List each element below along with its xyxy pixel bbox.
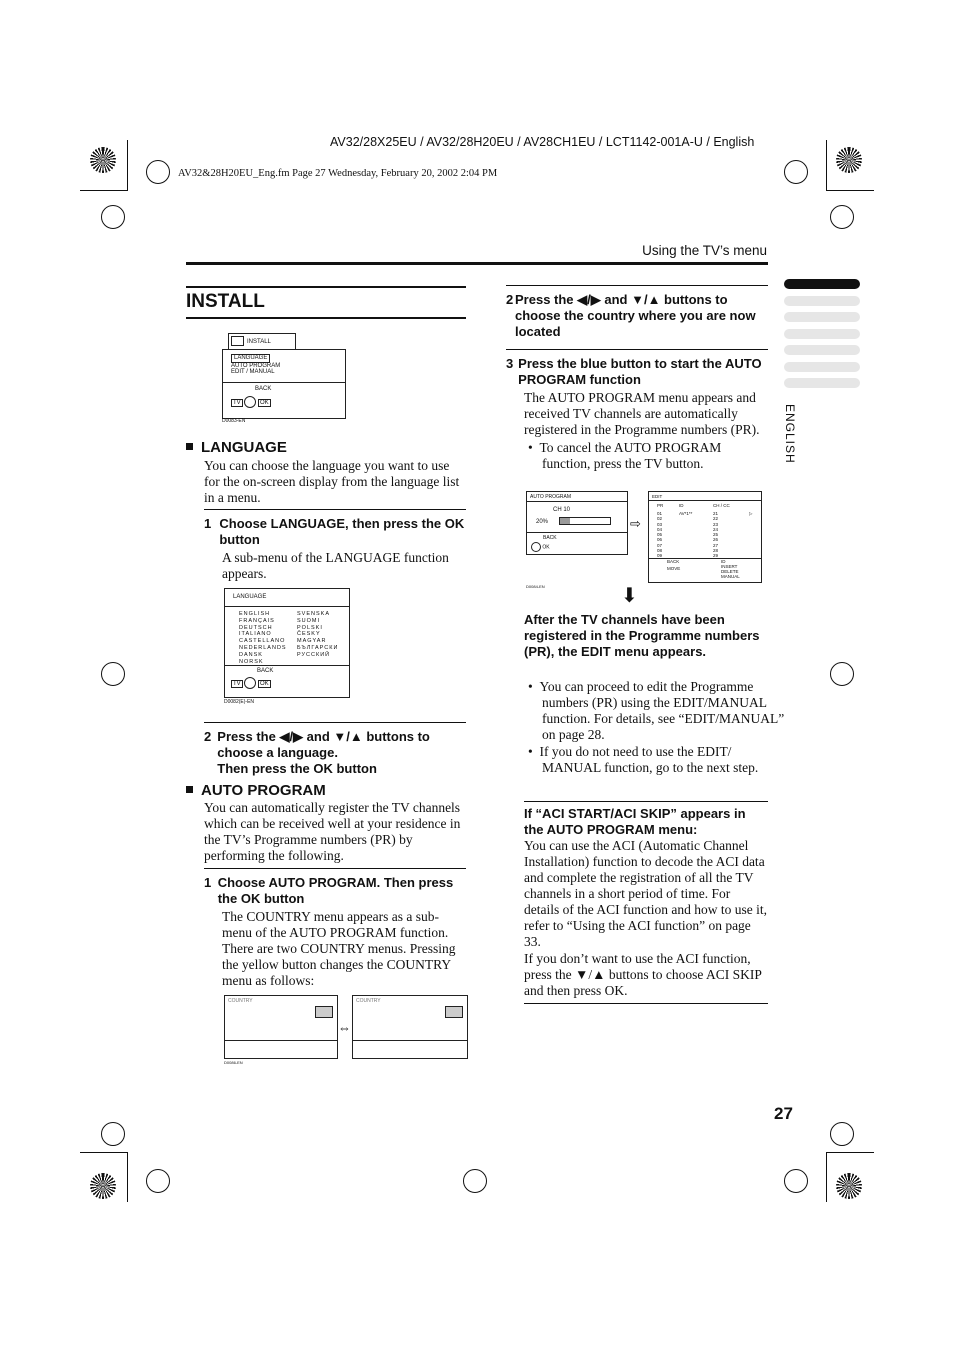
crop-line: [127, 140, 128, 190]
document-file-line: AV32&28H20EU_Eng.fm Page 27 Wednesday, February 20, 2002 2:04 PM: [178, 168, 498, 179]
country-flag-box: [445, 1006, 463, 1018]
after-registration-heading: After the TV channels have been registered in the Programme numbers (PR), the EDIT menu appears.: [524, 612, 760, 659]
country-menu-2-figure: [352, 995, 468, 1059]
language-option: DANSK: [239, 651, 263, 658]
install-menu-item-language: LANGUAGE: [231, 354, 270, 363]
dpad-icon: [531, 542, 541, 552]
document-model-line: AV32/28X25EU / AV32/28H20EU / AV28CH1EU / LCT1142-001A-U / English: [330, 135, 755, 149]
aci-box-bottom-rule: [524, 1003, 768, 1004]
figure-code: D0083-EN: [222, 418, 246, 424]
edit-menu-figure: [648, 491, 762, 583]
crop-line: [826, 1152, 874, 1153]
auto-program-step3-title: 3 Press the blue button to start the AUTO PROGRAM function: [506, 356, 762, 387]
edit-ch-column: [713, 511, 718, 559]
language-list-right: [297, 611, 338, 659]
crosshair-mark-icon: [830, 205, 854, 229]
language-option: FRANÇAIS: [239, 617, 275, 624]
auto-program-step2-title: 2 Press the ◀/▶ and ▼/▲ buttons to choose the country where you are now located: [506, 292, 756, 339]
auto-program-progress-fill: [560, 518, 570, 524]
auto-program-intro: You can automatically register the TV channels which can be received well at your residence in the TV’s Programme numbers (PR) by performing the following.: [204, 800, 461, 863]
aci-box-top-rule: [524, 801, 768, 802]
edit-channel: 26: [713, 537, 719, 543]
edit-col-ch: CH / CC: [713, 503, 730, 508]
crosshair-mark-icon: [146, 160, 170, 184]
registration-starburst-bottom-right: [836, 1173, 862, 1199]
edit-pr-column: [657, 511, 662, 559]
crosshair-mark-icon: [146, 1169, 170, 1193]
auto-program-percent: 20%: [536, 519, 549, 525]
edit-action-label: ID: [721, 559, 726, 564]
edit-actions: [721, 559, 740, 579]
registration-starburst-bottom-left: [90, 1173, 116, 1199]
chapter-tab-active: [784, 279, 860, 289]
tv-menu-icon: [231, 336, 244, 346]
chapter-tab: [784, 312, 860, 322]
ok-button-icon: OK: [260, 680, 269, 687]
chapter-tab: [784, 362, 860, 372]
figure-code: D0084-EN: [526, 584, 545, 589]
chapter-tab: [784, 345, 860, 355]
install-menu-item-edit-manual: EDIT / MANUAL: [231, 369, 275, 375]
edit-channel: 24: [713, 526, 719, 532]
edit-channel: 29: [713, 553, 719, 559]
auto-program-menu-figure: [526, 491, 628, 555]
figure-code: D0086-EN: [224, 1060, 243, 1065]
edit-pr-number: 01: [657, 511, 663, 516]
edit-col-id: ID: [679, 503, 684, 508]
page-number: 27: [774, 1104, 793, 1123]
country-menu-header: COUNTRY: [228, 998, 253, 1004]
edit-pr-number: 09: [657, 553, 663, 559]
language-option: DEUTSCH: [239, 624, 273, 631]
swap-arrow-icon: ⇔: [338, 1020, 351, 1035]
edit-pr-number: 06: [657, 537, 663, 543]
ok-button-icon: OK: [542, 544, 550, 551]
language-step2-title: 2 Press the ◀/▶ and ▼/▲ buttons to choose a language. Then press the OK button: [204, 729, 430, 776]
edit-pr-number: 03: [657, 521, 663, 527]
aci-text-1: You can use the ACI (Automatic Channel Installation) function to decode the ACI data and complete the registration of all the TV channels in a short period of time. For details of the ACI function and how to use it, refer to “Using the ACI function” on page 33.: [524, 838, 767, 949]
language-option: SUOMI: [297, 617, 321, 624]
install-menu-item-auto-program: AUTO PROGRAM: [231, 362, 281, 369]
crosshair-mark-icon: [101, 205, 125, 229]
edit-channel: 23: [713, 521, 719, 527]
language-option: БЪЛГАРСКИ: [297, 644, 339, 651]
install-menu-tab: [228, 333, 296, 350]
move-label: MOVE: [667, 566, 681, 571]
registration-starburst-top-right: [836, 147, 862, 173]
edit-channel: 28: [713, 548, 719, 554]
auto-program-step3-bullet: • To cancel the AUTO PROGRAM function, press the TV button.: [528, 440, 722, 471]
install-menu-body: [222, 349, 346, 419]
back-label: BACK: [257, 668, 274, 674]
language-option: ITALIANO: [239, 631, 272, 638]
tv-button-icon: TV: [233, 399, 241, 406]
after-bullet-1: • You can proceed to edit the Programme numbers (PR) using the EDIT/MANUAL function. For details, see “EDIT/MANUAL” on page 28.: [528, 679, 785, 742]
header-rule: [186, 262, 768, 265]
crop-line: [80, 190, 128, 191]
edit-pr-number: 07: [657, 542, 663, 548]
figure-code: D0082(E)-EN: [224, 699, 255, 705]
language-option: NORSK: [239, 658, 264, 665]
edit-action-label: MANUAL: [721, 574, 740, 579]
crop-line: [127, 1152, 128, 1202]
edit-action-label: DELETE: [721, 569, 739, 574]
crosshair-mark-icon: [784, 160, 808, 184]
chapter-tabs: [784, 279, 860, 395]
language-step1-text: A sub-menu of the LANGUAGE function appears.: [222, 550, 449, 581]
language-option: ENGLISH: [239, 611, 271, 617]
square-bullet-icon: [186, 443, 193, 450]
edit-pr-number: 05: [657, 532, 663, 538]
chapter-tab: [784, 329, 860, 339]
edit-pr-number: 04: [657, 526, 663, 532]
crosshair-mark-icon: [830, 1122, 854, 1146]
edit-channel: 21: [713, 511, 719, 516]
crosshair-mark-icon: [784, 1169, 808, 1193]
install-menu-figure: [222, 333, 346, 419]
back-label: BACK: [255, 386, 272, 392]
chapter-tab: [784, 378, 860, 388]
crosshair-mark-icon: [830, 662, 854, 686]
chapter-tab: [784, 296, 860, 306]
crosshair-mark-icon: [101, 1122, 125, 1146]
language-option: CASTELLANO: [239, 638, 286, 645]
language-menu-figure: [224, 588, 350, 698]
crop-line: [826, 140, 827, 190]
language-option: SVENSKA: [297, 611, 330, 617]
back-label: BACK: [543, 535, 557, 541]
language-option: POLSKI: [297, 624, 323, 631]
edit-pr-number: 02: [657, 516, 663, 522]
auto-program-step1-title: 1 Choose AUTO PROGRAM. Then press the OK button: [204, 875, 454, 906]
right-arrow-icon: ▷: [749, 511, 753, 516]
after-bullet-2: • If you do not need to use the EDIT/ MANUAL function, go to the next step.: [528, 744, 759, 775]
auto-program-menu-header: AUTO PROGRAM: [530, 494, 572, 500]
language-option: ČESKY: [297, 631, 321, 638]
aci-text-2: If you don’t want to use the ACI function, press the ▼/▲ buttons to choose ACI SKIP and then press OK.: [524, 951, 762, 998]
edit-action-label: INSERT: [721, 564, 738, 569]
crosshair-mark-icon: [463, 1169, 487, 1193]
crop-line: [826, 190, 874, 191]
section-header: Using the TV’s menu: [642, 243, 767, 258]
edit-pr-number: 08: [657, 548, 663, 554]
country-menu-header: COUNTRY: [356, 998, 381, 1004]
crosshair-mark-icon: [101, 662, 125, 686]
ok-button-icon: OK: [260, 399, 269, 406]
next-arrow-icon: ⇨: [630, 516, 641, 531]
auto-program-step1-text: The COUNTRY menu appears as a sub-menu of the AUTO PROGRAM function. There are two COUNTRY menus. Pressing the yellow button changes the COUNTRY menu as follows:: [222, 909, 456, 988]
language-intro: You can choose the language you want to use for the on-screen display from the language list in a menu.: [204, 458, 460, 505]
language-option: NEDERLANDS: [239, 644, 287, 651]
dpad-icon: [244, 677, 256, 689]
country-flag-box: [315, 1006, 333, 1018]
country-menu-1-figure: [224, 995, 338, 1059]
language-menu-header: LANGUAGE: [233, 594, 267, 600]
language-option: РУССКИЙ: [297, 651, 331, 658]
auto-program-step3-text: The AUTO PROGRAM menu appears and received TV channels are automatically registered in the Programme numbers (PR).: [524, 390, 760, 437]
edit-menu-header: EDIT: [652, 494, 663, 499]
registration-starburst-top-left: [90, 147, 116, 173]
language-list-left: [239, 611, 287, 665]
crop-line: [826, 1152, 827, 1202]
edit-col-pr: PR: [657, 503, 664, 508]
install-menu-header: INSTALL: [247, 339, 271, 345]
square-bullet-icon: [186, 786, 193, 793]
language-option: MAGYAR: [297, 638, 327, 645]
page-title: INSTALL: [186, 286, 466, 319]
down-arrow-icon: ⬇: [621, 585, 638, 607]
edit-first-row-id: AV*1**: [679, 511, 693, 516]
edit-channel: 25: [713, 532, 719, 538]
edit-channel: 22: [713, 516, 719, 522]
edit-channel: 27: [713, 542, 719, 548]
back-label: BACK: [667, 559, 680, 564]
language-side-label: ENGLISH: [783, 404, 797, 464]
language-step1-title: 1 Choose LANGUAGE, then press the OK button: [204, 516, 465, 547]
language-heading: LANGUAGE: [186, 439, 287, 456]
auto-program-progress-bar: [559, 517, 611, 525]
aci-heading: If “ACI START/ACI SKIP” appears in the AUTO PROGRAM menu:: [524, 806, 746, 837]
auto-program-heading: AUTO PROGRAM: [186, 782, 326, 799]
tv-button-icon: TV: [233, 680, 241, 687]
dpad-icon: [244, 396, 256, 408]
auto-program-channel: CH 10: [553, 507, 571, 513]
crop-line: [80, 1152, 128, 1153]
